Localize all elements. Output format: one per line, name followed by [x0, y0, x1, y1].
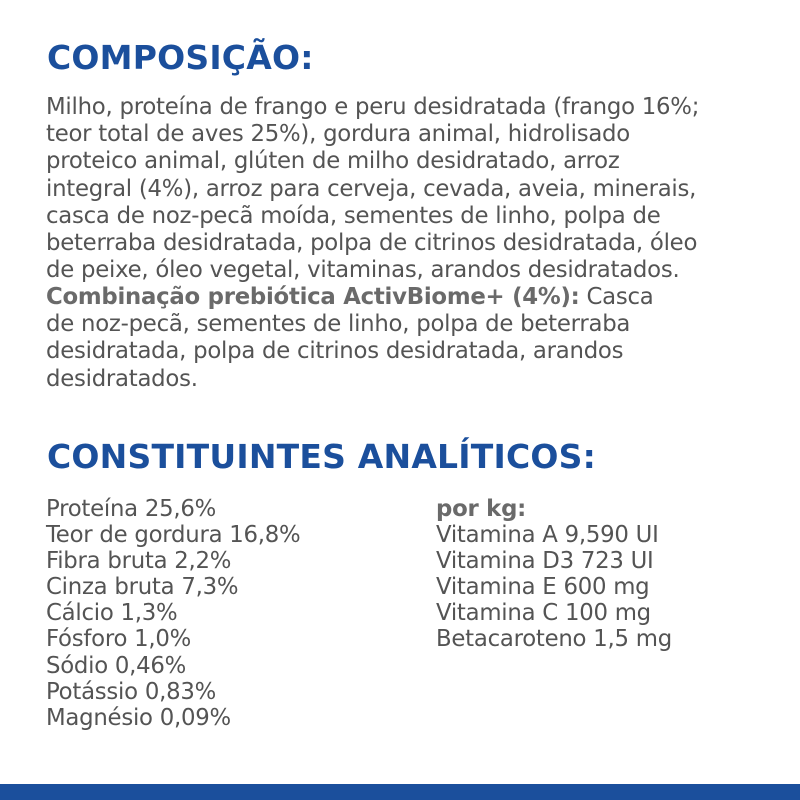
analytical-constituents-heading: CONSTITUINTES ANALÍTICOS:: [47, 437, 596, 476]
prebiotic-label: Combinação prebiótica ActivBiome+ (4%):: [46, 284, 580, 310]
prebiotic-line: desidratada, polpa de citrinos desidratada, arandos: [46, 338, 624, 365]
composition-line: Milho, proteína de frango e peru desidratada (frango 16%;: [46, 94, 700, 120]
prebiotic-first-line: [46, 284, 786, 311]
prebiotic-line: desidratados.: [46, 365, 198, 392]
composition-line: beterraba desidratada, polpa de citrinos desidratada, óleo: [46, 230, 698, 257]
list-item: Cinza bruta 7,3%: [46, 574, 239, 601]
list-item: Fósforo 1,0%: [46, 626, 192, 653]
list-item: Potássio 0,83%: [46, 678, 216, 705]
list-item: Fibra bruta 2,2%: [46, 548, 232, 575]
per-kg-subheading: por kg:: [436, 496, 527, 522]
composition-line: teor total de aves 25%), gordura animal, hidrolisado: [46, 121, 630, 148]
list-item: Vitamina D3 723 UI: [436, 548, 654, 575]
list-item: Betacaroteno 1,5 mg: [436, 626, 672, 653]
prebiotic-blend-text: [46, 284, 786, 393]
list-item: Proteína 25,6%: [46, 496, 217, 522]
bottom-accent-bar: [0, 784, 800, 800]
prebiotic-line: de noz-pecã, sementes de linho, polpa de beterraba: [46, 311, 631, 338]
composition-line: casca de noz-pecã moída, sementes de linho, polpa de: [46, 202, 661, 229]
composition-heading: COMPOSIÇÃO:: [47, 38, 314, 77]
list-item: Vitamina C 100 mg: [436, 600, 651, 627]
vitamins-per-kg-list: [436, 496, 672, 653]
list-item: Sódio 0,46%: [46, 652, 187, 679]
list-item: Vitamina E 600 mg: [436, 574, 650, 601]
composition-line: proteico animal, glúten de milho desidratado, arroz: [46, 148, 620, 175]
prebiotic-first-line-rest: Casca: [579, 284, 654, 310]
composition-line: integral (4%), arroz para cerveja, cevada, aveia, minerais,: [46, 175, 697, 202]
list-item: Cálcio 1,3%: [46, 600, 178, 627]
list-item: Vitamina A 9,590 UI: [436, 522, 659, 549]
composition-line: de peixe, óleo vegetal, vitaminas, arandos desidratados.: [46, 257, 680, 284]
composition-text: [46, 94, 786, 284]
list-item: Magnésio 0,09%: [46, 704, 231, 731]
analytical-constituents-list: [46, 496, 300, 731]
list-item: Teor de gordura 16,8%: [46, 522, 301, 549]
